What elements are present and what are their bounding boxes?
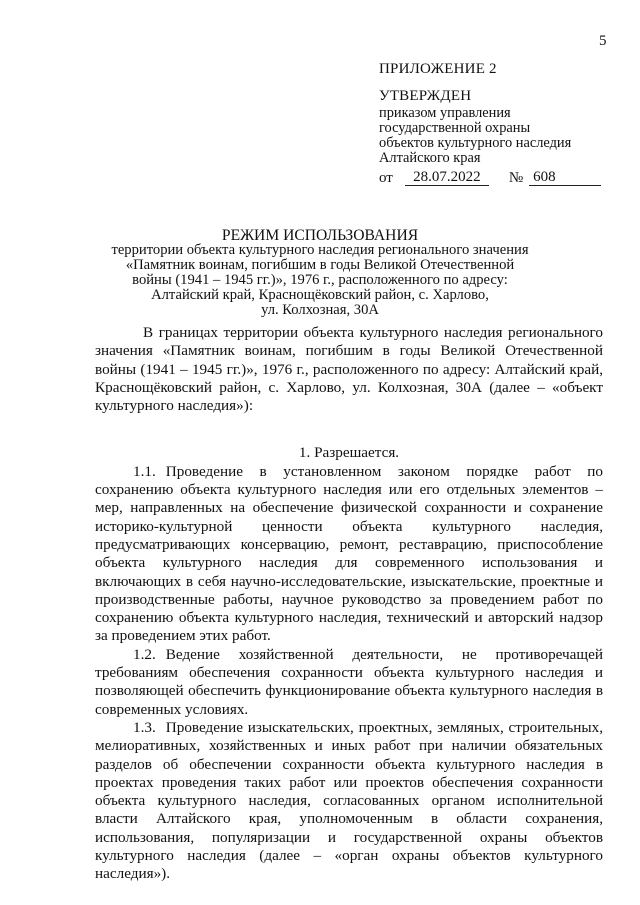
title-line: «Памятник воинам, погибшим в годы Великой Отечественной bbox=[125, 257, 515, 273]
intro-paragraph: В границах территории объекта культурного наследия регионального значения «Памятник воинам, погибшим в годы Великой Отечественной войны (1941 – 1945 гг.)», 1976 г., расположенного по адресу: Алтайский край, Краснощёковский район, с. Харлово, ул. Колхозная, 30А (далее – «объект культурного наследия»): bbox=[95, 324, 603, 415]
approval-date: 28.07.2022 bbox=[405, 170, 489, 186]
title-line: Алтайский край, Краснощёковский район, с. Харлово, bbox=[151, 287, 489, 303]
title-line: территории объекта культурного наследия регионального значения bbox=[111, 242, 529, 258]
page-number: 5 bbox=[599, 33, 607, 49]
document-body bbox=[95, 324, 603, 884]
clause-text: Ведение хозяйственной деятельности, не противоречащей требованиям обеспечения сохранности объекта культурного наследия и позволяющей обеспечить функционирование объекта культурного наследия в современных условиях. bbox=[95, 645, 603, 718]
approval-block bbox=[379, 62, 619, 186]
document-title: РЕЖИМ ИСПОЛЬЗОВАНИЯ bbox=[221, 227, 419, 244]
title-line: ул. Колхозная, 30А bbox=[261, 302, 379, 318]
approval-number: 608 bbox=[529, 170, 601, 186]
approved-label: УТВЕРЖДЕН bbox=[379, 88, 472, 104]
approval-line: государственной охраны bbox=[379, 120, 531, 136]
clause-number: 1.3. bbox=[133, 718, 156, 736]
approval-date-row bbox=[379, 170, 619, 186]
approval-line: Алтайского края bbox=[379, 150, 481, 166]
date-label: от bbox=[379, 170, 393, 186]
clause-text: Проведение в установленном законом порядке работ по сохранению объекта культурного наследия или его отдельных элементов – мер, направленных на обеспечение физической сохранности и сохранение историко-культурной ценности объекта культурного наследия, предусматривающих консервацию, ремонт, реставрацию, приспособление объекта культурного наследия для современного использования и включающих в себя научно-исследовательские, изыскательские, проектные и производственные работы, научное руководство за проведением работ по сохранению объекта культурного наследия, технический и авторский надзор за проведением этих работ. bbox=[95, 462, 603, 645]
clause-paragraph bbox=[95, 646, 603, 719]
approval-line: объектов культурного наследия bbox=[379, 135, 572, 151]
title-block bbox=[60, 228, 580, 318]
number-label: № bbox=[508, 170, 524, 186]
section-heading: 1. Разрешается. bbox=[298, 444, 400, 462]
clause-number: 1.1. bbox=[133, 462, 156, 480]
clause-paragraph bbox=[95, 463, 603, 646]
approval-line: приказом управления bbox=[379, 105, 511, 121]
clause-paragraph bbox=[95, 719, 603, 884]
appendix-label: ПРИЛОЖЕНИЕ 2 bbox=[379, 61, 497, 77]
clause-number: 1.2. bbox=[133, 645, 156, 663]
clause-text: Проведение изыскательских, проектных, земляных, строительных, мелиоративных, хозяйственных и иных работ при наличии обязательных разделов об обеспечении сохранности объекта культурного наследия в проектах проведения таких работ или проектов обеспечения сохранности объекта культурного наследия, согласованных органом исполнительной власти Алтайского края, уполномоченным в области сохранения, использования, популяризации и государственной охраны объектов культурного наследия (далее – «орган охраны объектов культурного наследия»). bbox=[95, 718, 603, 883]
title-line: войны (1941 – 1945 гг.)», 1976 г., расположенного по адресу: bbox=[132, 272, 508, 288]
